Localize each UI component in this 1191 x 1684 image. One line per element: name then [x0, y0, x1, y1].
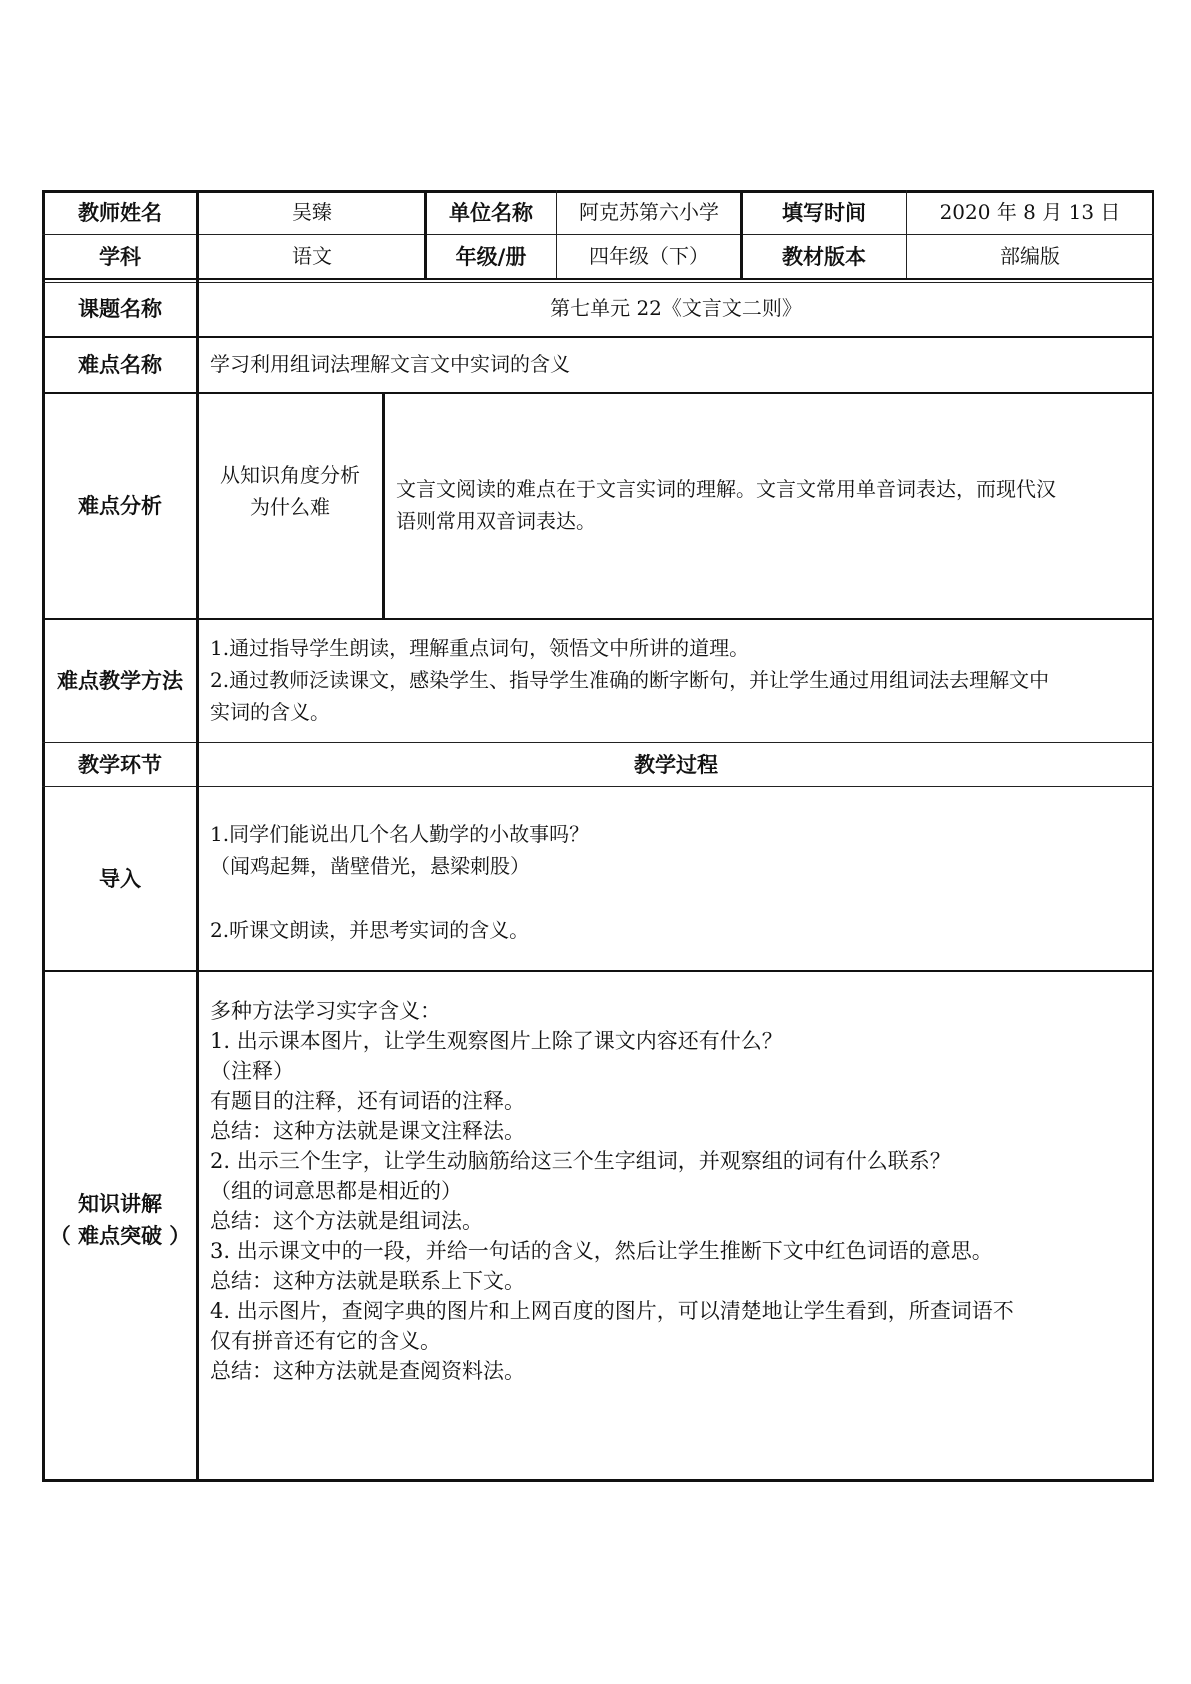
- knowledge-label: [42, 970, 198, 1482]
- knowledge-label-line1: 知识讲解: [78, 1192, 162, 1216]
- grade-value: 四年级（下）: [589, 244, 709, 268]
- subject-label: 学科: [99, 245, 141, 269]
- grade-label: 年级/册: [455, 245, 527, 269]
- knowledge-line: 总结：这种方法就是查阅资料法。: [210, 1359, 525, 1383]
- intro-line2: （闻鸡起舞，凿壁借光，悬梁刺股）: [210, 854, 530, 878]
- analysis-content-line1: 文言文阅读的难点在于文言实词的理解。文言文常用单音词表达，而现代汉: [396, 477, 1056, 501]
- row-divider: [42, 392, 1154, 394]
- knowledge-line: 仅有拼音还有它的含义。: [210, 1329, 441, 1353]
- column-divider: [556, 190, 557, 278]
- knowledge-line: （组的词意思都是相近的）: [210, 1179, 462, 1203]
- intro-label: 导入: [99, 867, 141, 891]
- intro-line3: 2.听课文朗读，并思考实词的含义。: [210, 918, 530, 942]
- edition-label: 教材版本: [782, 245, 866, 269]
- analysis-content: [396, 392, 1148, 618]
- column-divider: [424, 190, 427, 278]
- teacher-name-label: 教师姓名: [78, 201, 162, 225]
- knowledge-line: 总结：这个方法就是组词法。: [210, 1209, 483, 1233]
- row-divider: [42, 618, 1154, 620]
- row-divider: [42, 336, 1154, 338]
- method-line2: 2.通过教师泛读课文，感染学生、指导学生准确的断字断句，并让学生通过用组词法去理解文中: [210, 668, 1050, 692]
- knowledge-line: （注释）: [210, 1059, 294, 1083]
- lesson-plan-table: [42, 190, 1154, 1482]
- column-divider: [906, 190, 907, 278]
- column-divider: [740, 190, 743, 278]
- intro-line1: 1.同学们能说出几个名人勤学的小故事吗？: [210, 822, 590, 846]
- knowledge-content: [210, 996, 1150, 1386]
- row-divider: [42, 742, 1154, 743]
- analysis-sublabel: [198, 392, 382, 618]
- analysis-sublabel-line1: 从知识角度分析: [220, 463, 360, 487]
- knowledge-line: 2. 出示三个生字，让学生动脑筋给这三个生字组词，并观察组的词有什么联系？: [210, 1149, 951, 1173]
- column-divider: [382, 392, 385, 618]
- row-divider: [42, 970, 1154, 972]
- teacher-name-value: 吴臻: [292, 200, 332, 224]
- topic-label: 课题名称: [78, 297, 162, 321]
- unit-name-value: 阿克苏第六小学: [579, 200, 719, 224]
- difficulty-label: 难点名称: [78, 353, 162, 377]
- fill-date-value: 2020 年 8 月 13 日: [939, 200, 1121, 224]
- method-label: 难点教学方法: [57, 669, 183, 693]
- knowledge-line: 总结：这种方法就是联系上下文。: [210, 1269, 525, 1293]
- analysis-content-line2: 语则常用双音词表达。: [396, 509, 596, 533]
- subject-value: 语文: [292, 244, 332, 268]
- analysis-label: 难点分析: [78, 494, 162, 518]
- process-label: 教学过程: [634, 753, 718, 777]
- knowledge-line: 1. 出示课本图片，让学生观察图片上除了课文内容还有什么？: [210, 1029, 783, 1053]
- edition-value: 部编版: [1000, 244, 1060, 268]
- method-line3: 实词的含义。: [210, 700, 330, 724]
- method-content: [210, 618, 1152, 742]
- row-divider: [42, 278, 1154, 280]
- row-divider: [42, 234, 1154, 235]
- fill-date-label: 填写时间: [782, 201, 866, 225]
- unit-name-label: 单位名称: [449, 201, 533, 225]
- difficulty-value: 学习利用组词法理解文言文中实词的含义: [210, 352, 570, 376]
- knowledge-line: 4. 出示图片，查阅字典的图片和上网百度的图片，可以清楚地让学生看到，所查词语不: [210, 1299, 1014, 1323]
- topic-value: 第七单元 22《文言文二则》: [550, 296, 802, 320]
- knowledge-line: 有题目的注释，还有词语的注释。: [210, 1089, 525, 1113]
- column-divider: [196, 190, 199, 1482]
- knowledge-line: 多种方法学习实字含义：: [210, 999, 441, 1023]
- knowledge-line: 3. 出示课文中的一段，并给一句话的含义，然后让学生推断下文中红色词语的意思。: [210, 1239, 993, 1263]
- row-divider: [42, 282, 1154, 283]
- row-divider: [42, 786, 1154, 787]
- knowledge-line: 总结：这种方法就是课文注释法。: [210, 1119, 525, 1143]
- knowledge-label-line2: （ 难点突破 ）: [49, 1224, 191, 1248]
- analysis-sublabel-line2: 为什么难: [250, 495, 330, 519]
- process-step-label: 教学环节: [78, 753, 162, 777]
- intro-content: [210, 818, 1150, 946]
- method-line1: 1.通过指导学生朗读，理解重点词句，领悟文中所讲的道理。: [210, 636, 750, 660]
